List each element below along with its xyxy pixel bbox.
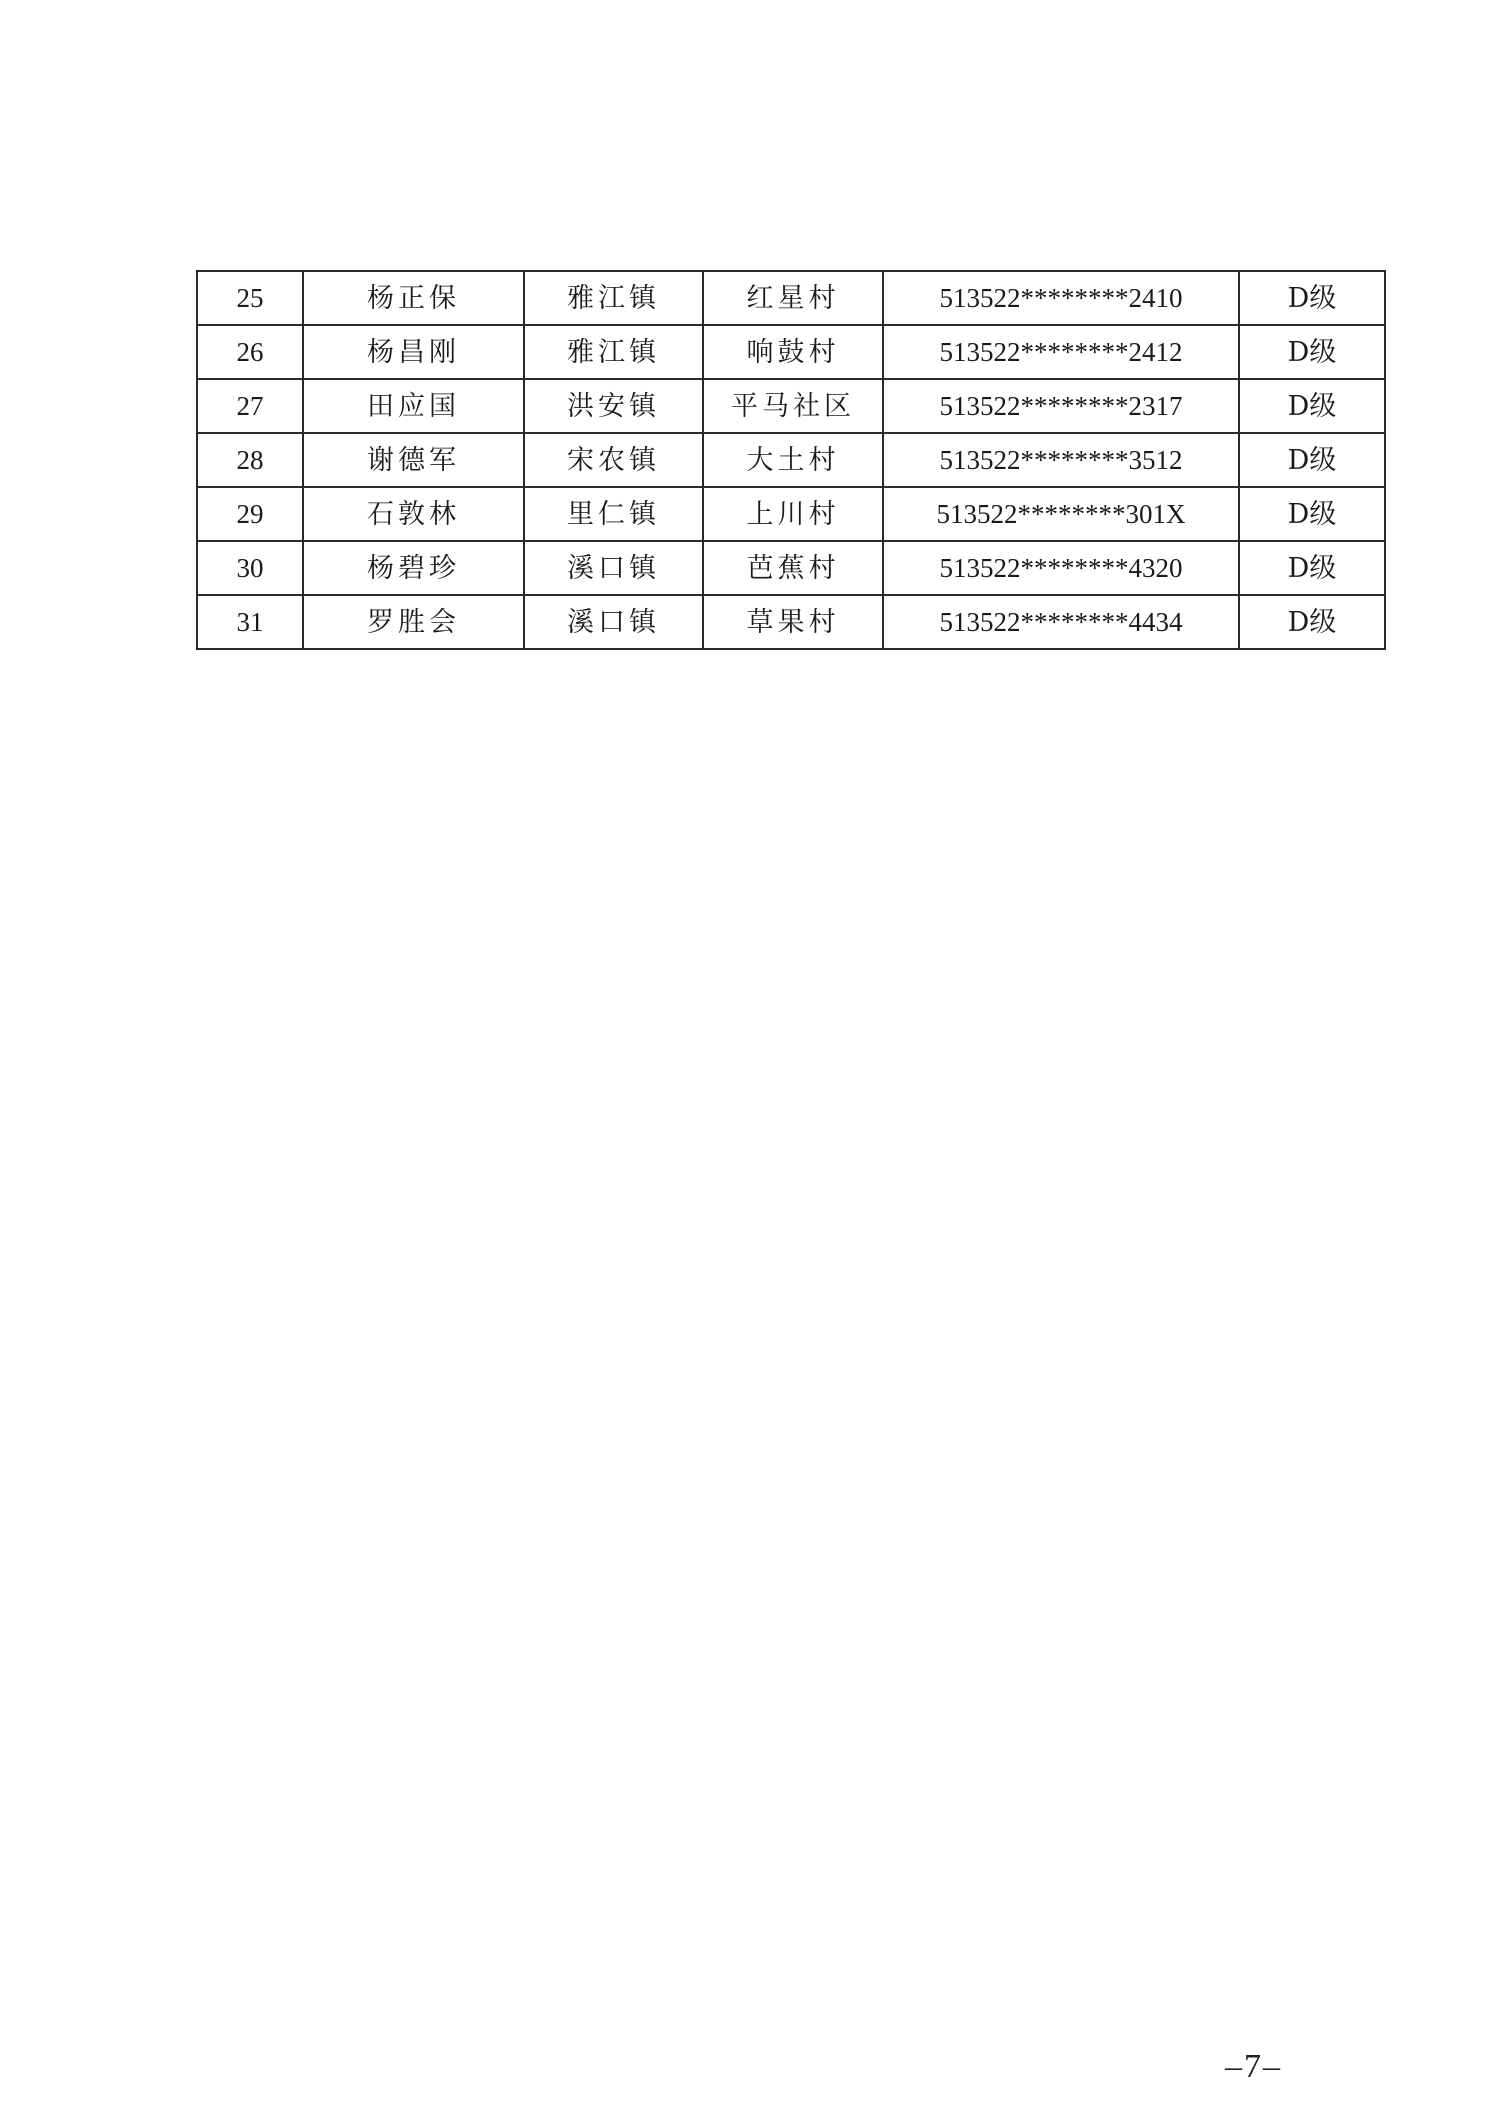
village-cell: 芭蕉村	[703, 541, 883, 595]
name-cell: 谢德军	[303, 433, 524, 487]
row-number-cell: 25	[197, 271, 303, 325]
table-row	[197, 487, 1385, 541]
roster-table-body	[197, 271, 1385, 649]
table-row	[197, 595, 1385, 649]
table-row	[197, 433, 1385, 487]
level-cell: D级	[1239, 325, 1385, 379]
name-cell: 杨昌刚	[303, 325, 524, 379]
village-cell: 上川村	[703, 487, 883, 541]
id-number-cell: 513522********3512	[883, 433, 1239, 487]
level-cell: D级	[1239, 379, 1385, 433]
row-number-cell: 26	[197, 325, 303, 379]
table-row	[197, 379, 1385, 433]
id-number-cell: 513522********2412	[883, 325, 1239, 379]
level-cell: D级	[1239, 541, 1385, 595]
name-cell: 罗胜会	[303, 595, 524, 649]
row-number-cell: 28	[197, 433, 303, 487]
row-number-cell: 27	[197, 379, 303, 433]
village-cell: 平马社区	[703, 379, 883, 433]
village-cell: 红星村	[703, 271, 883, 325]
town-cell: 雅江镇	[524, 271, 703, 325]
table-row	[197, 541, 1385, 595]
town-cell: 宋农镇	[524, 433, 703, 487]
row-number-cell: 30	[197, 541, 303, 595]
row-number-cell: 31	[197, 595, 303, 649]
town-cell: 雅江镇	[524, 325, 703, 379]
id-number-cell: 513522********4320	[883, 541, 1239, 595]
name-cell: 杨正保	[303, 271, 524, 325]
village-cell: 大土村	[703, 433, 883, 487]
roster-table	[196, 270, 1386, 650]
town-cell: 溪口镇	[524, 595, 703, 649]
id-number-cell: 513522********2410	[883, 271, 1239, 325]
level-cell: D级	[1239, 595, 1385, 649]
table-row	[197, 325, 1385, 379]
level-cell: D级	[1239, 487, 1385, 541]
village-cell: 草果村	[703, 595, 883, 649]
name-cell: 杨碧珍	[303, 541, 524, 595]
row-number-cell: 29	[197, 487, 303, 541]
name-cell: 石敦林	[303, 487, 524, 541]
town-cell: 溪口镇	[524, 541, 703, 595]
town-cell: 里仁镇	[524, 487, 703, 541]
town-cell: 洪安镇	[524, 379, 703, 433]
level-cell: D级	[1239, 433, 1385, 487]
id-number-cell: 513522********301X	[883, 487, 1239, 541]
page-number: –7–	[1225, 2048, 1282, 2085]
table-row	[197, 271, 1385, 325]
village-cell: 响鼓村	[703, 325, 883, 379]
name-cell: 田应国	[303, 379, 524, 433]
level-cell: D级	[1239, 271, 1385, 325]
id-number-cell: 513522********2317	[883, 379, 1239, 433]
id-number-cell: 513522********4434	[883, 595, 1239, 649]
